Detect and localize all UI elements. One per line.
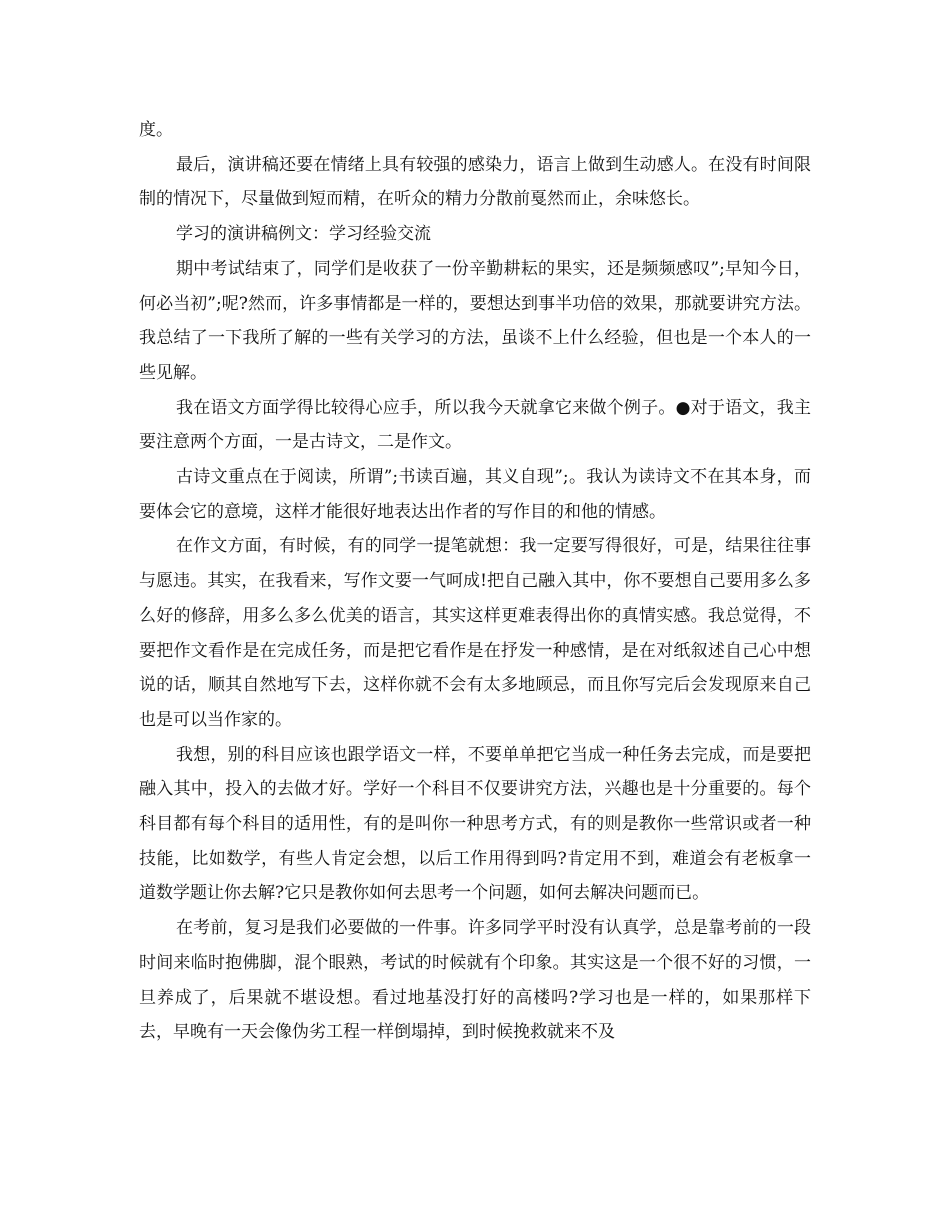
paragraph-7: 在作文方面，有时候，有的同学一提笔就想：我一定要写得很好，可是，结果往往事与愿违。其实，在我看来，写作文要一气呵成!把自己融入其中，你不要想自己要用多么多么好的修辞，用多么多么优美的语言，其实这样更难表得出你的真情实感。我总觉得，不要把作文看作是在完成任务，而是把它看作是在抒发一种感情，是在对纸叙述自己心中想说的话，顺其自然地写下去，这样你就不会有太多地顾忌，而且你写完后会发现原来自己也是可以当作家的。	[139, 536, 811, 730]
paragraph-5: 我在语文方面学得比较得心应手，所以我今天就拿它来做个例子。●对于语文，我主要注意两个方面，一是古诗文，二是作文。	[139, 397, 811, 453]
paragraph-1: 度。	[139, 120, 173, 140]
document-body	[139, 113, 811, 1050]
paragraph-4: 期中考试结束了，同学们是收获了一份辛勤耕耘的果实，还是频频感叹”;早知今日，何必当初”;呢?然而，许多事情都是一样的，要想达到事半功倍的效果，那就要讲究方法。我总结了一下我所了解的一些有关学习的方法，虽谈不上什么经验，但也是一个本人的一些见解。	[139, 258, 811, 383]
section-heading: 学习的演讲稿例文：学习经验交流	[176, 224, 431, 245]
paragraph-2: 最后，演讲稿还要在情绪上具有较强的感染力，语言上做到生动感人。在没有时间限制的情况下，尽量做到短而精，在听众的精力分散前戛然而止，余味悠长。	[139, 154, 811, 210]
paragraph-6: 古诗文重点在于阅读，所谓”;书读百遍，其义自现”;。我认为读诗文不在其本身，而要体会它的意境，这样才能很好地表达出作者的写作目的和他的情感。	[139, 467, 811, 522]
paragraph-9: 在考前，复习是我们必要做的一件事。许多同学平时没有认真学，总是靠考前的一段时间来临时抱佛脚，混个眼熟，考试的时候就有个印象。其实这是一个很不好的习惯，一旦养成了，后果就不堪设想。看过地基没打好的高楼吗?学习也是一样的，如果那样下去，早晚有一天会像伪劣工程一样倒塌掉，到时候挽救就来不及	[139, 918, 811, 1043]
paragraph-8: 我想，别的科目应该也跟学语文一样，不要单单把它当成一种任务去完成，而是要把融入其中，投入的去做才好。学好一个科目不仅要讲究方法，兴趣也是十分重要的。每个科目都有每个科目的适用性，有的是叫你一种思考方式，有的则是教你一些常识或者一种技能，比如数学，有些人肯定会想，以后工作用得到吗?肯定用不到，难道会有老板拿一道数学题让你去解?它只是教你如何去思考一个问题，如何去解决问题而已。	[139, 744, 811, 904]
